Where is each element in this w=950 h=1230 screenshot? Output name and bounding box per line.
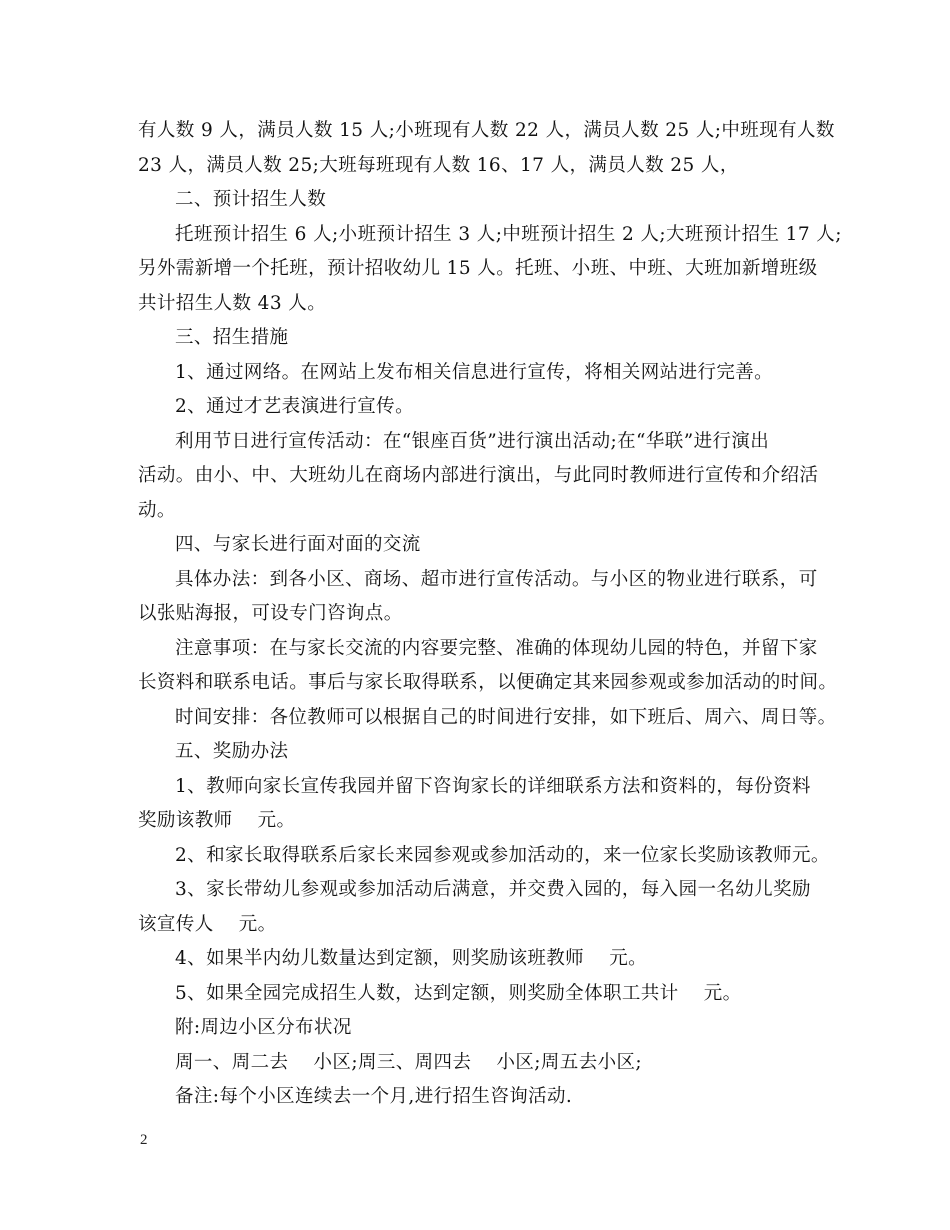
page-number: 2 bbox=[140, 1132, 148, 1148]
text-line: 有人数 9 人，满员人数 15 人;小班现有人数 22 人，满员人数 25 人;中班现有人数 bbox=[138, 120, 835, 141]
text-line: 活动。由小、中、大班幼儿在商场内部进行演出，与此同时教师进行宣传和介绍活 bbox=[138, 465, 819, 486]
text-line: 4、如果半内幼儿数量达到定额，则奖励该班教师 元。 bbox=[175, 948, 647, 969]
text-line: 利用节日进行宣传活动：在“银座百货”进行演出活动;在“华联”进行演出 bbox=[175, 430, 770, 452]
text-line: 另外需新增一个托班，预计招收幼儿 15 人。托班、小班、中班、大班加新增班级 bbox=[138, 258, 818, 279]
text-line: 时间安排：各位教师可以根据自己的时间进行安排，如下班后、周六、周日等。 bbox=[175, 706, 837, 728]
text-line: 四、与家长进行面对面的交流 bbox=[175, 534, 421, 555]
text-line: 该宣传人 元。 bbox=[138, 913, 277, 935]
text-line: 1、教师向家长宣传我园并留下咨询家长的详细联系方法和资料的，每份资料 bbox=[175, 775, 811, 797]
text-line: 动。 bbox=[138, 499, 176, 521]
document-body bbox=[138, 114, 842, 1115]
text-line: 以张贴海报，可设专门咨询点。 bbox=[138, 603, 403, 624]
text-line: 具体办法：到各小区、商场、超市进行宣传活动。与小区的物业进行联系，可 bbox=[175, 568, 818, 590]
text-line: 3、家长带幼儿参观或参加活动后满意，并交费入园的，每入园一名幼儿奖励 bbox=[175, 879, 811, 900]
text-line: 2、通过才艺表演进行宣传。 bbox=[175, 396, 414, 417]
text-line: 托班预计招生 6 人;小班预计招生 3 人;中班预计招生 2 人;大班预计招生 17 人; bbox=[175, 223, 842, 245]
text-line: 注意事项：在与家长交流的内容要完整、准确的体现幼儿园的特色，并留下家 bbox=[175, 637, 818, 659]
text-line: 奖励该教师 元。 bbox=[138, 810, 296, 831]
text-line: 23 人，满员人数 25;大班每班现有人数 16、17 人，满员人数 25 人， bbox=[138, 154, 739, 176]
text-line: 5、如果全园完成招生人数，达到定额，则奖励全体职工共计 元。 bbox=[175, 982, 742, 1004]
text-line: 周一、周二去 小区;周三、周四去 小区;周五去小区; bbox=[175, 1051, 643, 1073]
text-line: 2、和家长取得联系后家长来园参观或参加活动的，来一位家长奖励该教师元。 bbox=[175, 844, 830, 866]
text-line: 1、通过网络。在网站上发布相关信息进行宣传，将相关网站进行完善。 bbox=[175, 361, 774, 383]
text-line: 长资料和联系电话。事后与家长取得联系，以便确定其来园参观或参加活动的时间。 bbox=[138, 672, 838, 693]
text-line: 三、招生措施 bbox=[175, 327, 289, 348]
text-line: 五、奖励办法 bbox=[175, 741, 289, 762]
text-line: 附:周边小区分布状况 bbox=[175, 1017, 352, 1038]
text-line: 共计招生人数 43 人。 bbox=[138, 292, 327, 314]
text-line: 二、预计招生人数 bbox=[175, 189, 327, 210]
text-line: 备注:每个小区连续去一个月,进行招生咨询活动. bbox=[175, 1086, 573, 1107]
